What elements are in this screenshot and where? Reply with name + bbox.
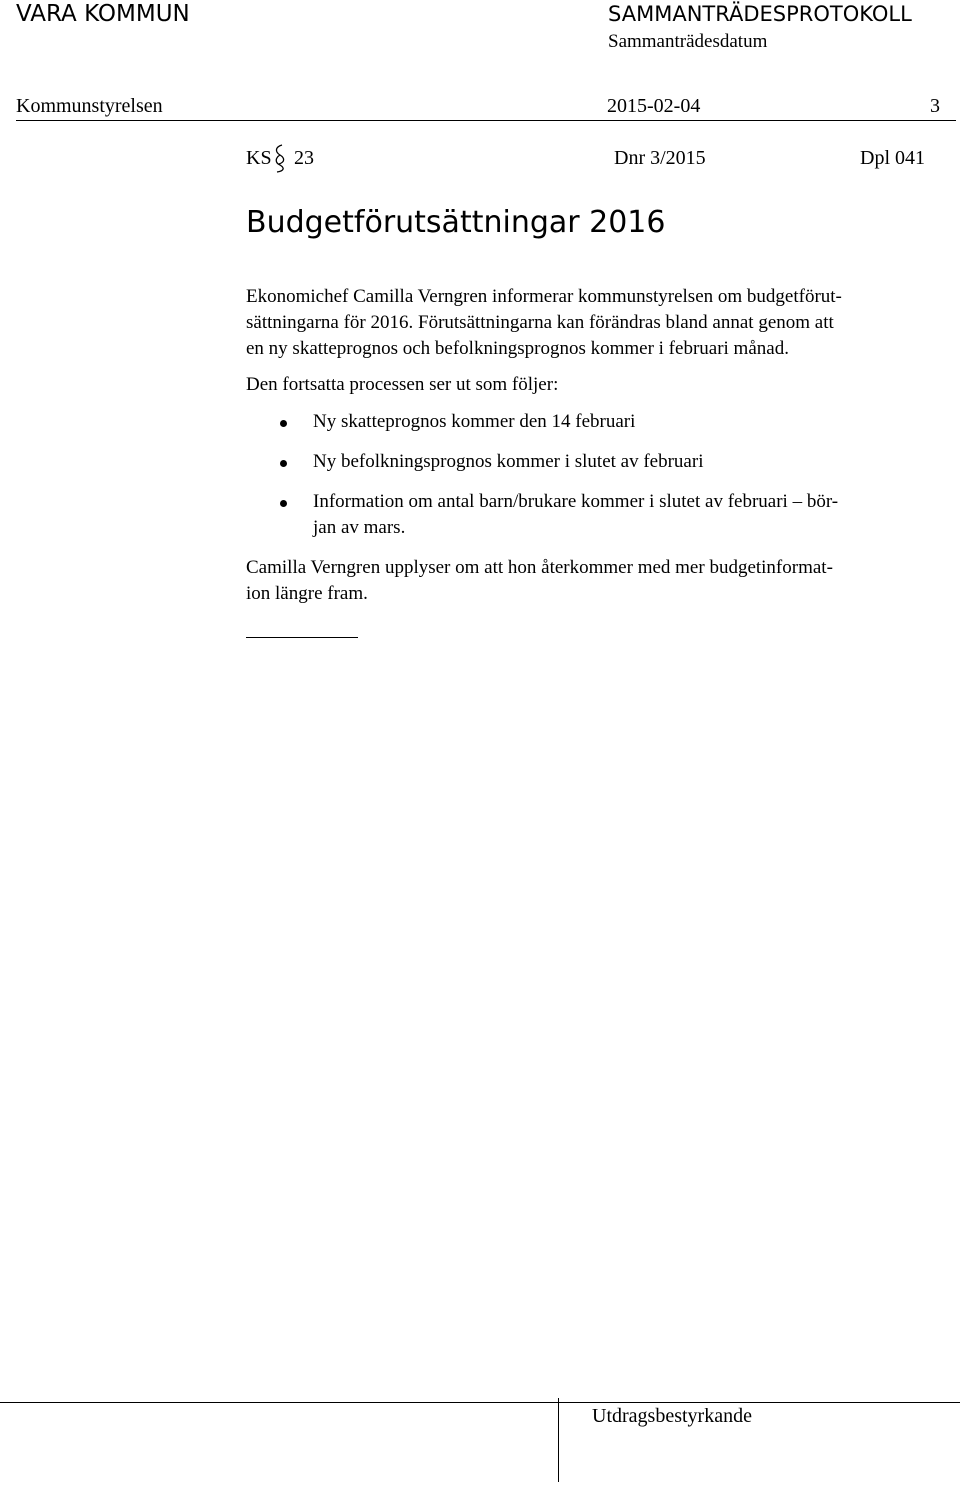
case-number: 23: [294, 147, 314, 169]
process-intro: Den fortsatta processen ser ut som följer:: [246, 374, 559, 395]
paragraph-line: Ekonomichef Camilla Verngren informerar kommunstyrelsen om budgetförut-: [246, 286, 842, 307]
section-sign-icon: [271, 143, 289, 173]
paragraph-line: ion längre fram.: [246, 583, 368, 604]
process-list: [246, 409, 936, 555]
body-name: Kommunstyrelsen: [16, 95, 163, 117]
footer-divider: [0, 1402, 960, 1403]
list-item-text: Information om antal barn/brukare kommer i slutet av februari – bör-: [313, 491, 839, 512]
header-divider: [16, 120, 956, 121]
list-item-text: Ny befolkningsprognos kommer i slutet av februari: [313, 451, 704, 472]
document-type: SAMMANTRÄDESPROTOKOLL: [608, 2, 912, 26]
paragraph-line: en ny skatteprognos och befolkningsprognos kommer i februari månad.: [246, 338, 789, 359]
bullet-icon: [280, 460, 287, 467]
intro-paragraph: [246, 284, 936, 362]
list-item: [246, 449, 936, 475]
page-number: 3: [930, 95, 940, 117]
footer-column-divider: [558, 1398, 559, 1482]
closing-paragraph: [246, 555, 936, 607]
bullet-icon: [280, 420, 287, 427]
document-plan-number: Dpl 041: [860, 147, 925, 169]
section-end-rule: [246, 637, 358, 638]
attestation-label: Utdragsbestyrkande: [592, 1405, 752, 1427]
organization-name: VARA KOMMUN: [16, 1, 190, 27]
paragraph-line: sättningarna för 2016. Förutsättningarna kan förändras bland annat genom att: [246, 312, 834, 333]
meeting-date-label: Sammanträdesdatum: [608, 31, 768, 52]
list-item: [246, 409, 936, 435]
list-item: [246, 489, 936, 541]
meeting-date: 2015-02-04: [607, 95, 701, 117]
case-prefix: KS: [246, 147, 272, 169]
list-item-text: jan av mars.: [313, 517, 406, 538]
section-title: Budgetförutsättningar 2016: [246, 205, 666, 240]
diary-number: Dnr 3/2015: [614, 147, 706, 169]
paragraph-line: Camilla Verngren upplyser om att hon återkommer med mer budgetinformat-: [246, 557, 833, 578]
list-item-text: Ny skatteprognos kommer den 14 februari: [313, 411, 636, 432]
bullet-icon: [280, 500, 287, 507]
